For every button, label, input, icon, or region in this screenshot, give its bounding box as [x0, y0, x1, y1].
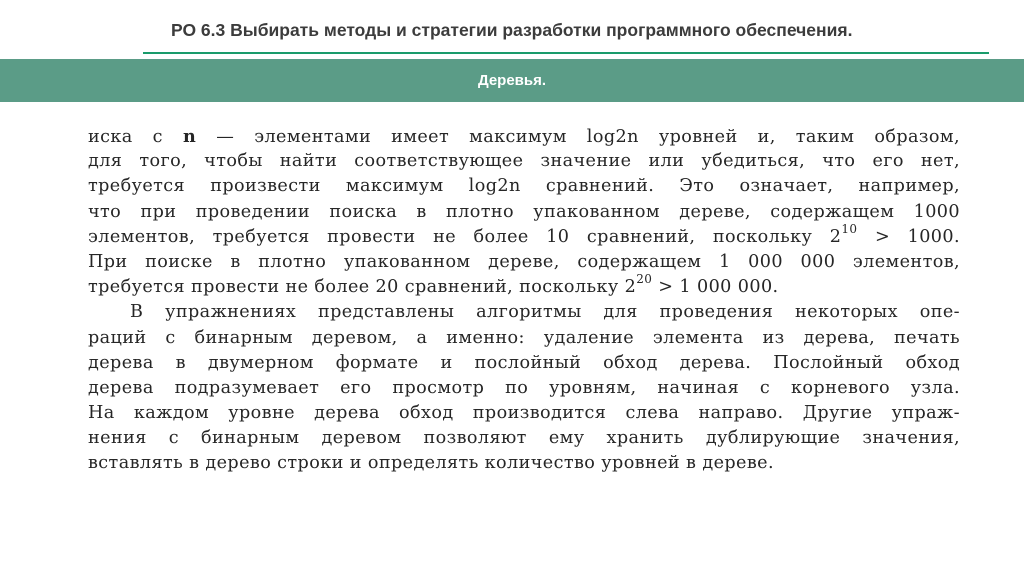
- text-line: для того, чтобы найти соответствующее значение или убедиться, что его нет,: [88, 151, 960, 172]
- section-title: Деревья.: [477, 72, 547, 89]
- text-line: иска с n — элементами имеет максимум log2n уровней и, таким образом,: [88, 126, 961, 147]
- text-line: дерева в двумерном формате и послойный обход дерева. Послойный обход: [88, 352, 960, 373]
- text-line: дерева подразумевает его просмотр по уровням, начиная с корневого узла.: [88, 377, 960, 398]
- text-line: требуется провести не более 20 сравнений, поскольку $2^{20} > 1$ 000 000.: [88, 272, 779, 298]
- text-line: что при проведении поиска в плотно упакованном дереве, содержащем 1000: [88, 201, 960, 222]
- section-band: [0, 59, 1024, 102]
- text-line: В упражнениях представлены алгоритмы для проведения некоторых опе-: [130, 302, 960, 323]
- body-text: [88, 124, 960, 477]
- text-line: нения с бинарным деревом позволяют ему хранить дублирующие значения,: [88, 428, 960, 449]
- text-line: На каждом уровне дерева обход производится слева направо. Другие упраж-: [88, 403, 960, 424]
- text-line: элементов, требуется провести не более 10 сравнений, поскольку $2^{10} > 1000$.: [88, 221, 960, 247]
- text-line: вставлять в дерево строки и определять количество уровней в дереве.: [88, 453, 774, 474]
- text-line: При поиске в плотно упакованном дереве, содержащем 1 000 000 элементов,: [88, 251, 960, 272]
- text-line: требуется произвести максимум log2n сравнений. Это означает, например,: [88, 176, 960, 197]
- title-underline: [143, 52, 989, 54]
- slide-title: РО 6.3 Выбирать методы и стратегии разработки программного обеспечения.: [171, 20, 853, 40]
- text-line: раций с бинарным деревом, а именно: удаление элемента из дерева, печать: [88, 327, 960, 348]
